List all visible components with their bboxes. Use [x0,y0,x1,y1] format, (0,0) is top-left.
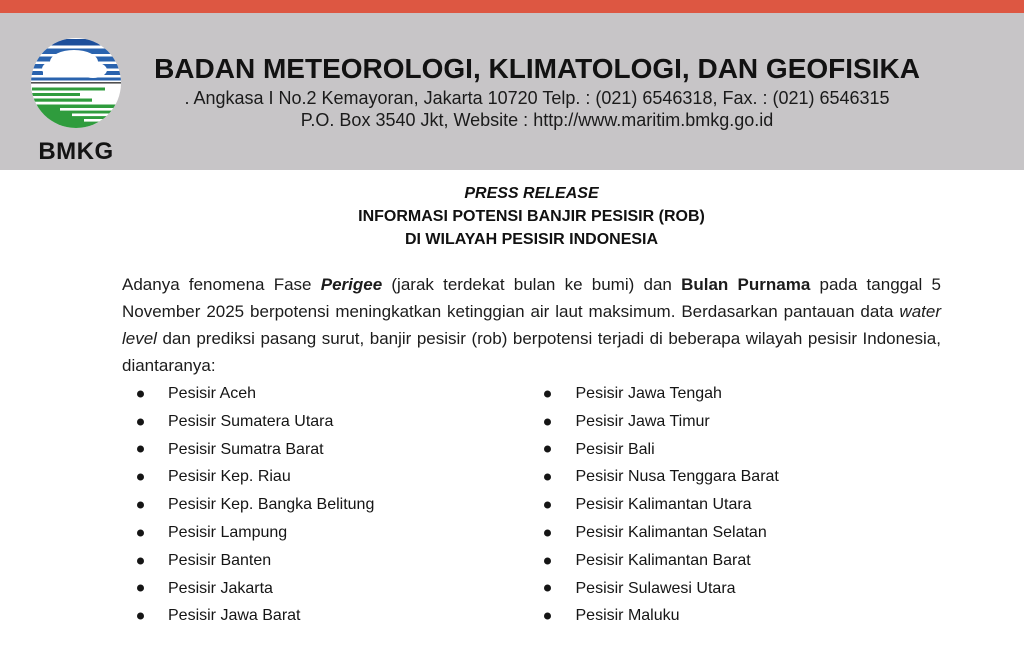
bullet-icon [137,390,144,397]
region-list-item [532,547,942,575]
address-line-2: P.O. Box 3540 Jkt, Website : http://www.maritim.bmkg.go.id [300,110,774,130]
region-label: Pesisir Nusa Tenggara Barat [575,468,779,486]
region-label: Pesisir Banten [168,551,272,569]
region-label: Pesisir Aceh [168,385,257,402]
bullet-icon [544,474,551,481]
paragraph-line [122,325,941,352]
bullet-icon [544,502,551,509]
bullet-icon [544,613,551,620]
bullet-icon [137,613,144,620]
region-list-item [122,575,532,603]
bullet-icon [544,390,551,397]
region-list-item [532,575,942,603]
paragraph-line [122,271,941,298]
region-label: Pesisir Maluku [575,607,680,625]
paragraph-text-run: water [899,302,941,321]
bullet-icon [544,418,551,425]
region-label: Pesisir Kep. Riau [168,468,291,486]
bullet-icon [137,585,144,592]
region-list-item [122,491,532,519]
paragraph-line [122,298,941,325]
region-label: Pesisir Lampung [168,523,288,541]
bullet-icon [137,529,144,536]
paragraph-line [122,352,941,379]
bullet-icon [544,529,551,536]
region-list-item [122,463,532,491]
region-list-left [122,380,532,630]
region-label: Pesisir Jakarta [168,579,273,597]
paragraph-text-run: diantaranya: [122,356,216,375]
region-list-item [122,547,532,575]
bullet-icon [137,418,144,425]
document-title-line-2: DI WILAYAH PESISIR INDONESIA [404,231,659,248]
region-label: Pesisir Kalimantan Selatan [575,523,767,541]
paragraph-text-run: pada tanggal 5 [810,275,942,294]
document-body [122,182,941,630]
region-list-item [532,602,942,630]
letterhead-text [133,53,941,131]
press-release-heading: PRESS RELEASE [464,185,599,202]
paragraph-text-run: level [122,329,157,348]
region-label: Pesisir Jawa Timur [575,412,710,430]
bmkg-logo [30,37,122,166]
region-label: Pesisir Kalimantan Utara [575,496,752,514]
paragraph-text-run: Bulan Purnama [681,275,811,294]
region-label: Pesisir Sumatera Utara [168,412,334,430]
bmkg-logo-icon [30,37,122,129]
region-lists [122,380,941,630]
region-list-item [532,436,942,464]
bullet-icon [137,557,144,564]
bullet-icon [544,585,551,592]
bullet-icon [137,474,144,481]
region-label: Pesisir Sumatra Barat [168,440,324,458]
bullet-icon [137,502,144,509]
region-label: Pesisir Jawa Tengah [575,385,722,402]
region-list-item [532,519,942,547]
letterhead [0,13,1024,170]
paragraph-text-run: dan prediksi pasang surut, banjir pesisir (rob) berpotensi terjadi di beberapa wilayah pesisir Indonesia, [156,329,941,348]
bullet-icon [544,557,551,564]
header-accent-bar [0,0,1024,13]
region-label: Pesisir Jawa Barat [168,607,301,625]
region-list-item [532,408,942,436]
bmkg-logo-text: BMKG [38,138,114,165]
region-list-item [122,380,532,408]
region-list-item [532,463,942,491]
paragraph-text-run: Perigee [320,275,383,294]
address-line-1: . Angkasa I No.2 Kemayoran, Jakarta 10720 Telp. : (021) 6546318, Fax. : (021) 6546315 [184,88,890,108]
region-list-item [122,519,532,547]
region-label: Pesisir Sulawesi Utara [575,579,736,597]
paragraph-text-run: November 2025 berpotensi meningkatkan ketinggian air laut maksimum. Berdasarkan pantauan data [122,302,900,321]
region-list-item [532,491,942,519]
document-title-block [122,182,941,251]
bullet-icon [137,446,144,453]
paragraph-text-run: (jarak terdekat bulan ke bumi) dan [382,275,682,294]
paragraph-text-run: Adanya fenomena Fase [122,275,321,294]
region-label: Pesisir Bali [575,440,655,458]
bullet-icon [544,446,551,453]
agency-name: BADAN METEOROLOGI, KLIMATOLOGI, DAN GEOFISIKA [154,53,920,84]
region-label: Pesisir Kep. Bangka Belitung [168,496,375,514]
region-list-item [122,408,532,436]
region-label: Pesisir Kalimantan Barat [575,551,751,569]
region-list-item [122,602,532,630]
intro-paragraph [122,271,941,379]
region-list-item [532,380,942,408]
region-list-right [532,380,942,630]
document-title-line-1: INFORMASI POTENSI BANJIR PESISIR (ROB) [358,208,705,225]
region-list-item [122,436,532,464]
